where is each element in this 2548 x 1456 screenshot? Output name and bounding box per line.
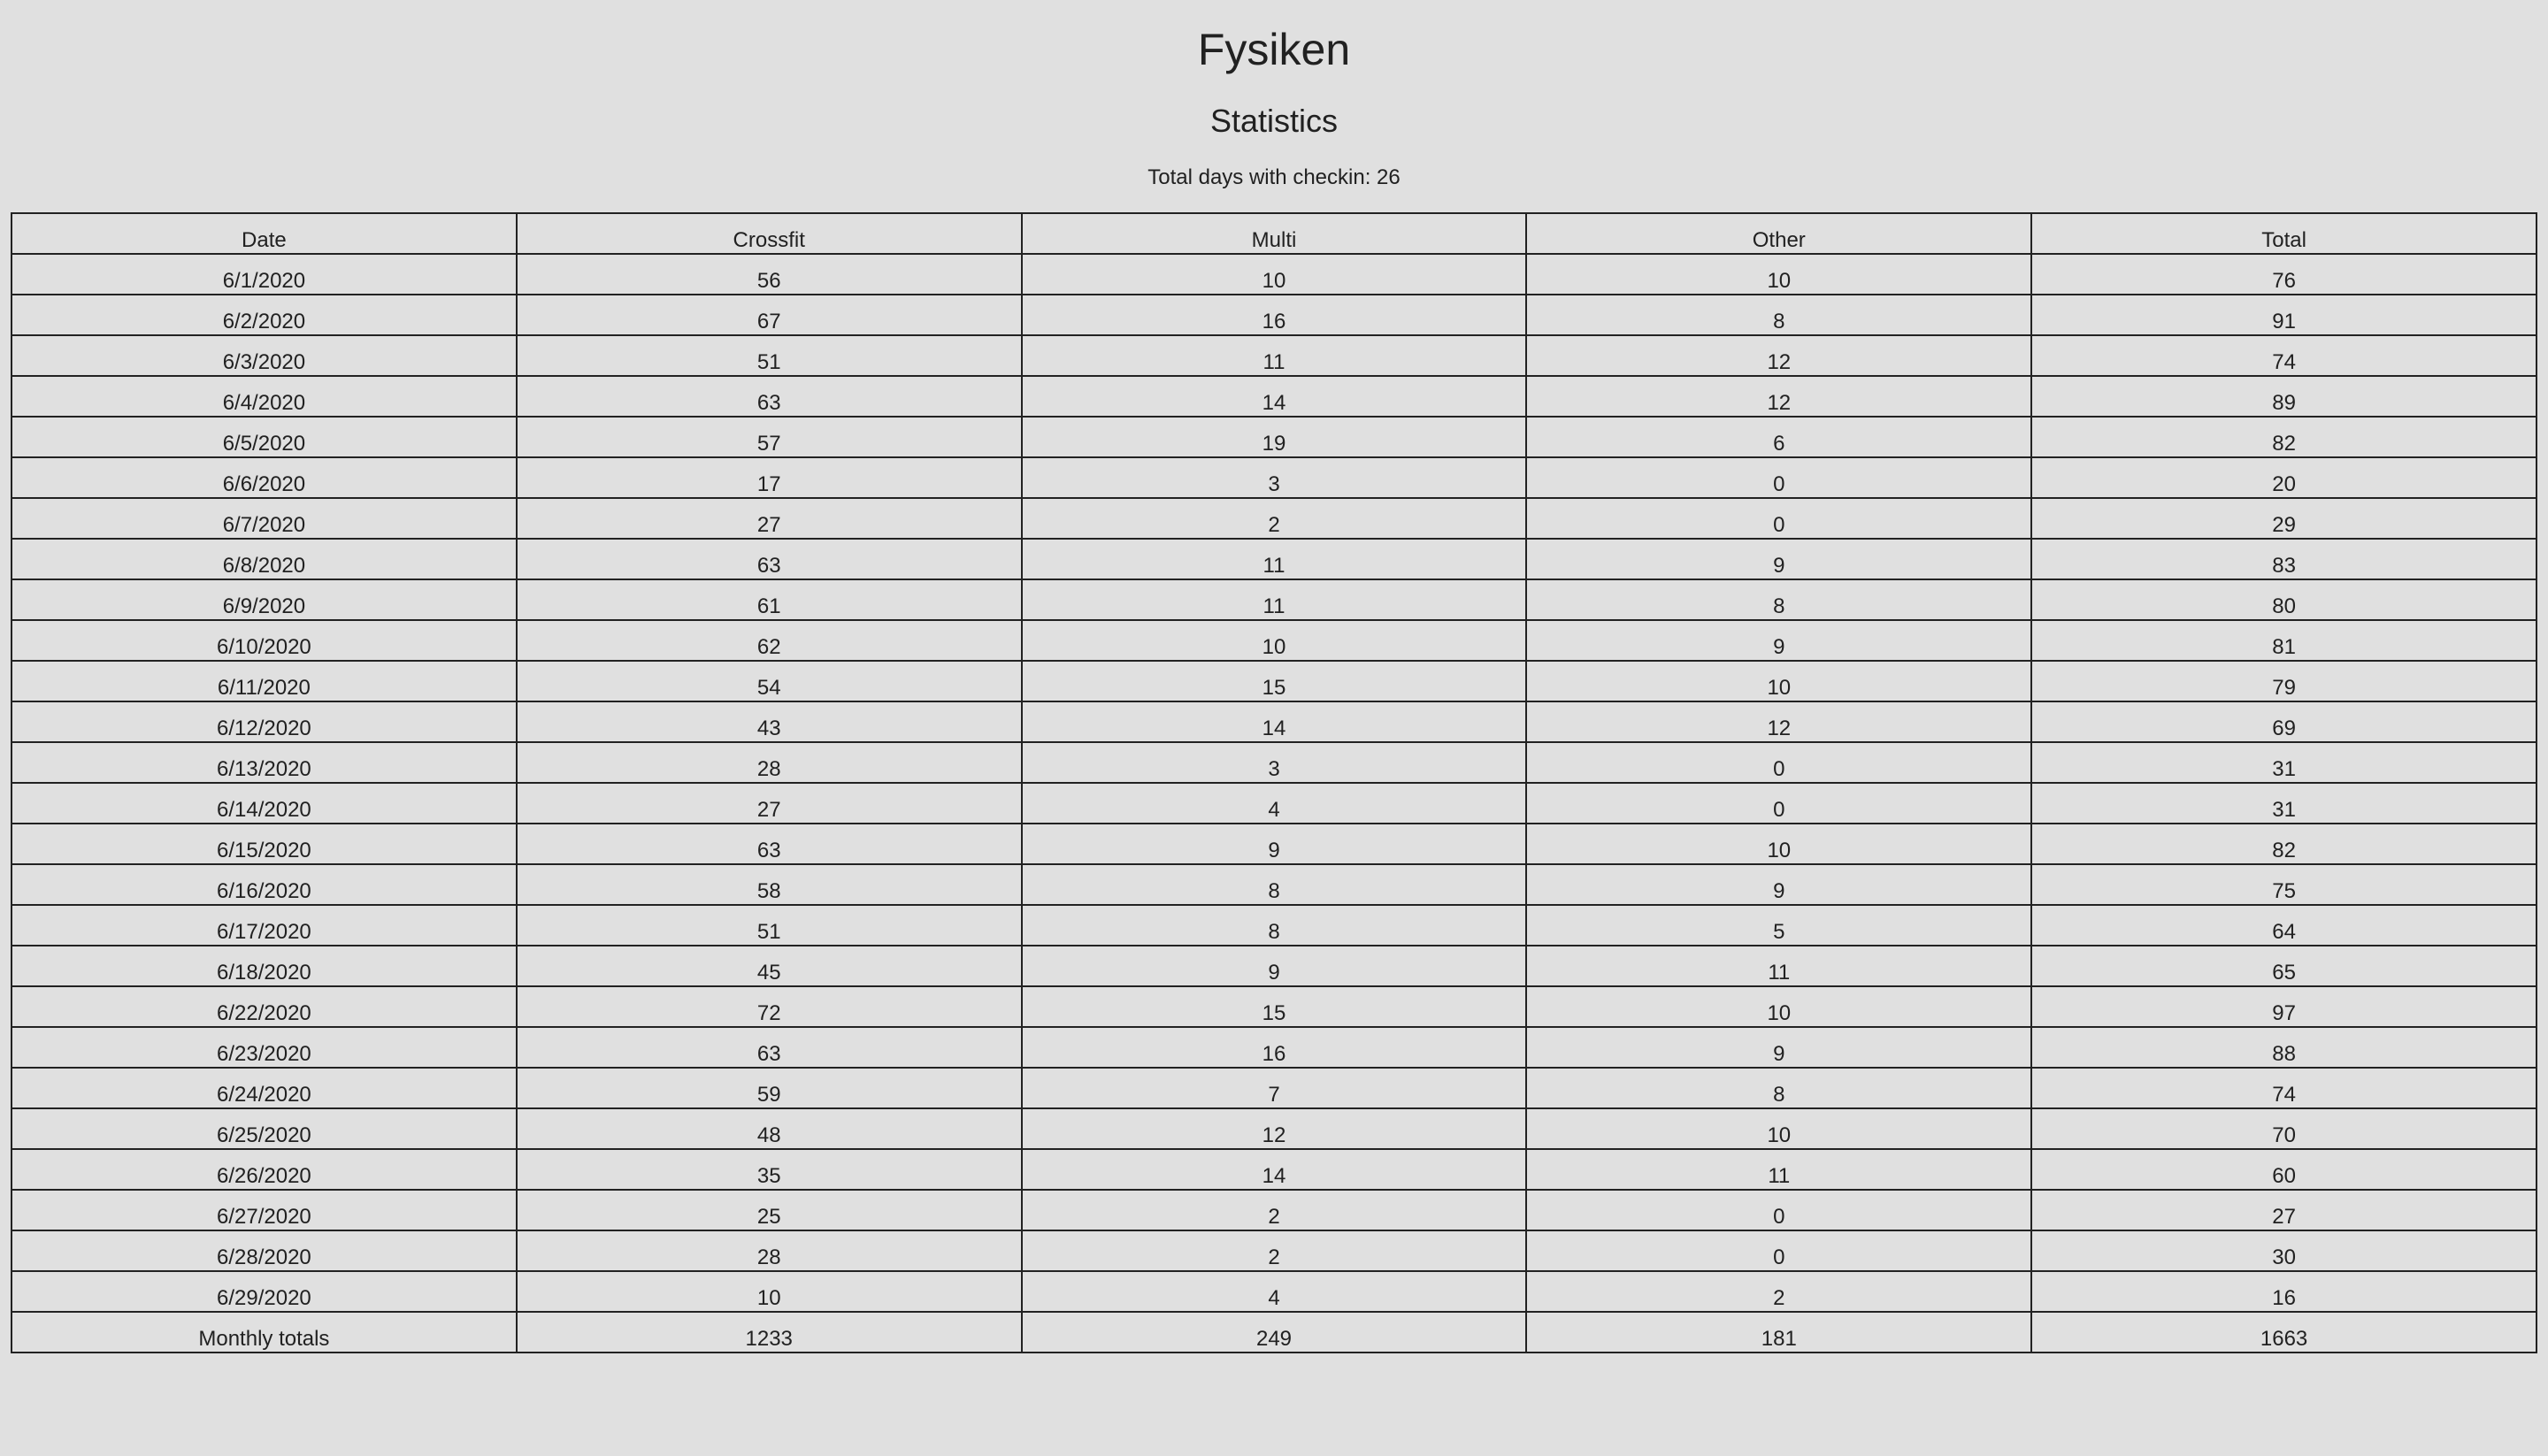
cell-other: 12 [1526, 701, 2031, 742]
table-row [12, 824, 2536, 864]
cell-date: 6/18/2020 [12, 946, 517, 986]
cell-total: 27 [2031, 1190, 2536, 1230]
cell-other: 8 [1526, 579, 2031, 620]
cell-other: 0 [1526, 742, 2031, 783]
table-row [12, 905, 2536, 946]
cell-other: 6 [1526, 417, 2031, 457]
table-row [12, 539, 2536, 579]
cell-crossfit: 28 [517, 742, 1022, 783]
cell-other: 9 [1526, 539, 2031, 579]
cell-date: 6/26/2020 [12, 1149, 517, 1190]
cell-total: 60 [2031, 1149, 2536, 1190]
cell-total: 75 [2031, 864, 2536, 905]
cell-date: 6/8/2020 [12, 539, 517, 579]
cell-other: 0 [1526, 783, 2031, 824]
cell-date: 6/22/2020 [12, 986, 517, 1027]
cell-crossfit: 48 [517, 1108, 1022, 1149]
cell-crossfit: 72 [517, 986, 1022, 1027]
cell-crossfit: 58 [517, 864, 1022, 905]
cell-total: 70 [2031, 1108, 2536, 1149]
cell-crossfit: 54 [517, 661, 1022, 701]
cell-date: 6/10/2020 [12, 620, 517, 661]
cell-total: 74 [2031, 1068, 2536, 1108]
total-cell-total: 1663 [2031, 1312, 2536, 1353]
cell-multi: 16 [1022, 295, 1527, 335]
cell-crossfit: 63 [517, 539, 1022, 579]
cell-crossfit: 28 [517, 1230, 1022, 1271]
cell-other: 5 [1526, 905, 2031, 946]
table-row [12, 417, 2536, 457]
cell-crossfit: 59 [517, 1068, 1022, 1108]
cell-total: 69 [2031, 701, 2536, 742]
cell-date: 6/6/2020 [12, 457, 517, 498]
cell-crossfit: 43 [517, 701, 1022, 742]
table-row [12, 1149, 2536, 1190]
total-cell-other: 181 [1526, 1312, 2031, 1353]
checkin-summary: Total days with checkin: 26 [1147, 165, 1401, 189]
table-row [12, 620, 2536, 661]
cell-crossfit: 63 [517, 824, 1022, 864]
table-row [12, 986, 2536, 1027]
cell-multi: 2 [1022, 1230, 1527, 1271]
cell-date: 6/12/2020 [12, 701, 517, 742]
cell-total: 82 [2031, 417, 2536, 457]
cell-multi: 3 [1022, 742, 1527, 783]
cell-multi: 16 [1022, 1027, 1527, 1068]
table-row [12, 295, 2536, 335]
cell-total: 30 [2031, 1230, 2536, 1271]
cell-total: 91 [2031, 295, 2536, 335]
cell-multi: 7 [1022, 1068, 1527, 1108]
cell-other: 10 [1526, 824, 2031, 864]
cell-other: 10 [1526, 1108, 2031, 1149]
cell-other: 12 [1526, 376, 2031, 417]
cell-other: 9 [1526, 620, 2031, 661]
cell-date: 6/4/2020 [12, 376, 517, 417]
cell-multi: 8 [1022, 864, 1527, 905]
cell-date: 6/3/2020 [12, 335, 517, 376]
cell-multi: 10 [1022, 620, 1527, 661]
cell-date: 6/25/2020 [12, 1108, 517, 1149]
cell-multi: 3 [1022, 457, 1527, 498]
cell-date: 6/7/2020 [12, 498, 517, 539]
cell-multi: 15 [1022, 661, 1527, 701]
cell-total: 79 [2031, 661, 2536, 701]
table-body [12, 254, 2536, 1312]
cell-total: 64 [2031, 905, 2536, 946]
cell-other: 0 [1526, 498, 2031, 539]
cell-crossfit: 10 [517, 1271, 1022, 1312]
cell-other: 10 [1526, 986, 2031, 1027]
cell-multi: 15 [1022, 986, 1527, 1027]
cell-total: 16 [2031, 1271, 2536, 1312]
cell-total: 74 [2031, 335, 2536, 376]
cell-multi: 14 [1022, 701, 1527, 742]
column-header-multi: Multi [1022, 213, 1527, 254]
table-row [12, 661, 2536, 701]
cell-crossfit: 25 [517, 1190, 1022, 1230]
cell-date: 6/2/2020 [12, 295, 517, 335]
cell-date: 6/29/2020 [12, 1271, 517, 1312]
cell-date: 6/23/2020 [12, 1027, 517, 1068]
cell-date: 6/28/2020 [12, 1230, 517, 1271]
table-row [12, 498, 2536, 539]
cell-crossfit: 62 [517, 620, 1022, 661]
statistics-table [11, 212, 2537, 1353]
column-header-total: Total [2031, 213, 2536, 254]
cell-other: 10 [1526, 254, 2031, 295]
cell-multi: 9 [1022, 824, 1527, 864]
page-title: Statistics [1209, 103, 1339, 139]
cell-crossfit: 63 [517, 376, 1022, 417]
table-row [12, 783, 2536, 824]
cell-total: 76 [2031, 254, 2536, 295]
cell-other: 9 [1526, 1027, 2031, 1068]
cell-date: 6/17/2020 [12, 905, 517, 946]
table-row [12, 1271, 2536, 1312]
cell-other: 0 [1526, 457, 2031, 498]
table-footer [12, 1312, 2536, 1353]
table-row [12, 1068, 2536, 1108]
cell-crossfit: 51 [517, 905, 1022, 946]
total-cell-date: Monthly totals [12, 1312, 517, 1353]
total-cell-multi: 249 [1022, 1312, 1527, 1353]
table-row [12, 579, 2536, 620]
table-row [12, 742, 2536, 783]
table-row [12, 1190, 2536, 1230]
cell-date: 6/5/2020 [12, 417, 517, 457]
cell-total: 88 [2031, 1027, 2536, 1068]
table-row [12, 254, 2536, 295]
cell-crossfit: 61 [517, 579, 1022, 620]
cell-crossfit: 56 [517, 254, 1022, 295]
table-row [12, 701, 2536, 742]
cell-crossfit: 27 [517, 498, 1022, 539]
cell-total: 31 [2031, 742, 2536, 783]
cell-total: 29 [2031, 498, 2536, 539]
cell-other: 0 [1526, 1230, 2031, 1271]
table-row [12, 946, 2536, 986]
cell-multi: 2 [1022, 498, 1527, 539]
cell-total: 82 [2031, 824, 2536, 864]
cell-other: 2 [1526, 1271, 2031, 1312]
cell-total: 20 [2031, 457, 2536, 498]
cell-total: 83 [2031, 539, 2536, 579]
column-header-crossfit: Crossfit [517, 213, 1022, 254]
column-header-date: Date [12, 213, 517, 254]
total-cell-crossfit: 1233 [517, 1312, 1022, 1353]
cell-multi: 2 [1022, 1190, 1527, 1230]
cell-other: 8 [1526, 1068, 2031, 1108]
cell-multi: 12 [1022, 1108, 1527, 1149]
cell-date: 6/24/2020 [12, 1068, 517, 1108]
totals-row [12, 1312, 2536, 1353]
table-row [12, 335, 2536, 376]
cell-multi: 4 [1022, 1271, 1527, 1312]
cell-other: 9 [1526, 864, 2031, 905]
table-header [12, 213, 2536, 254]
cell-other: 10 [1526, 661, 2031, 701]
table-row [12, 376, 2536, 417]
cell-multi: 11 [1022, 335, 1527, 376]
cell-other: 12 [1526, 335, 2031, 376]
cell-date: 6/16/2020 [12, 864, 517, 905]
table-row [12, 1108, 2536, 1149]
cell-total: 89 [2031, 376, 2536, 417]
table-row [12, 864, 2536, 905]
cell-multi: 14 [1022, 1149, 1527, 1190]
cell-crossfit: 63 [517, 1027, 1022, 1068]
cell-multi: 11 [1022, 539, 1527, 579]
cell-total: 81 [2031, 620, 2536, 661]
cell-other: 0 [1526, 1190, 2031, 1230]
table-row [12, 1027, 2536, 1068]
cell-multi: 19 [1022, 417, 1527, 457]
cell-multi: 4 [1022, 783, 1527, 824]
cell-crossfit: 27 [517, 783, 1022, 824]
cell-multi: 8 [1022, 905, 1527, 946]
cell-crossfit: 67 [517, 295, 1022, 335]
cell-other: 8 [1526, 295, 2031, 335]
cell-date: 6/27/2020 [12, 1190, 517, 1230]
cell-multi: 10 [1022, 254, 1527, 295]
cell-date: 6/14/2020 [12, 783, 517, 824]
site-title: Fysiken [1197, 25, 1351, 74]
cell-total: 65 [2031, 946, 2536, 986]
cell-date: 6/1/2020 [12, 254, 517, 295]
cell-date: 6/13/2020 [12, 742, 517, 783]
table-row [12, 1230, 2536, 1271]
cell-total: 31 [2031, 783, 2536, 824]
cell-total: 97 [2031, 986, 2536, 1027]
cell-multi: 9 [1022, 946, 1527, 986]
cell-crossfit: 17 [517, 457, 1022, 498]
cell-crossfit: 45 [517, 946, 1022, 986]
cell-other: 11 [1526, 946, 2031, 986]
cell-date: 6/11/2020 [12, 661, 517, 701]
cell-crossfit: 51 [517, 335, 1022, 376]
cell-crossfit: 57 [517, 417, 1022, 457]
cell-crossfit: 35 [517, 1149, 1022, 1190]
cell-multi: 11 [1022, 579, 1527, 620]
cell-date: 6/9/2020 [12, 579, 517, 620]
column-header-other: Other [1526, 213, 2031, 254]
cell-total: 80 [2031, 579, 2536, 620]
cell-multi: 14 [1022, 376, 1527, 417]
table-header-row [12, 213, 2536, 254]
table-row [12, 457, 2536, 498]
cell-date: 6/15/2020 [12, 824, 517, 864]
cell-other: 11 [1526, 1149, 2031, 1190]
